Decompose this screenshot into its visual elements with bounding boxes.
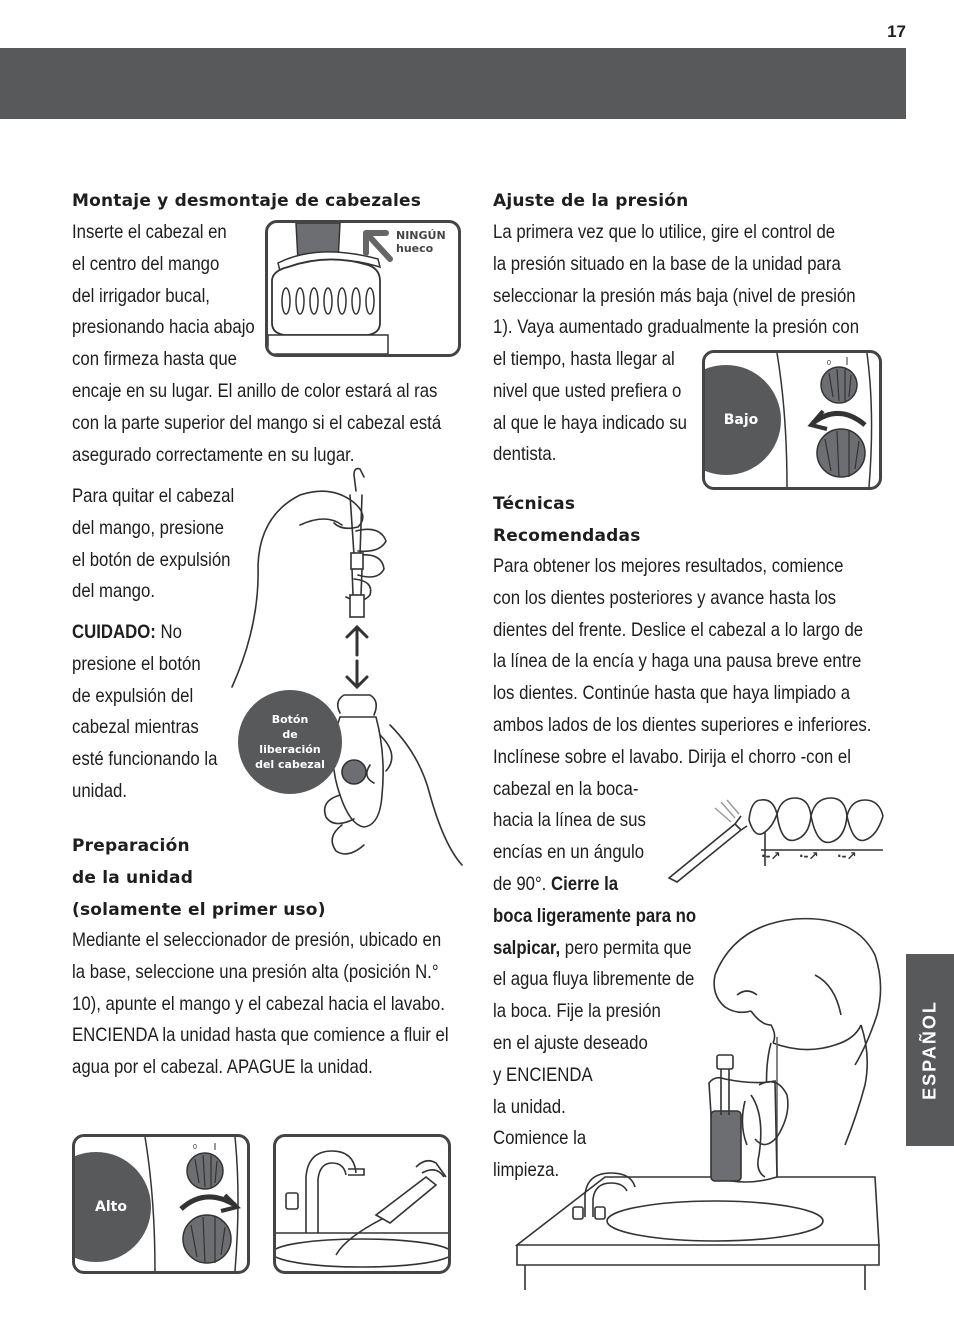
- text-line: el agua fluya libremente de: [493, 968, 695, 991]
- badge-line: de: [282, 728, 298, 741]
- text-line: Mediante el seleccionador de presión, ubicado en: [72, 929, 442, 951]
- svg-text:0: 0: [827, 360, 831, 367]
- text-line: la base, seleccione una presión alta (posición N.°: [72, 960, 439, 983]
- header-bar: [0, 48, 906, 119]
- text-line: y ENCIENDA: [493, 1063, 593, 1086]
- caution-first: No: [155, 621, 182, 643]
- text-line: presione el botón: [72, 652, 201, 675]
- text-line: el tiempo, hasta llegar al: [493, 348, 675, 370]
- text-line: hacia la línea de sus: [493, 809, 646, 832]
- low-badge: Bajo: [702, 365, 781, 475]
- no-gap-label-1: NINGÚN: [396, 229, 446, 242]
- text-line: 10), apunte el mango y el cabezal hacia el lavabo.: [72, 992, 445, 1015]
- svg-text:·-↗: ·-↗: [761, 849, 781, 863]
- title-line: Recomendadas: [493, 526, 641, 546]
- bold-salpicar: salpicar,: [493, 936, 561, 959]
- knob-icon: [817, 429, 865, 477]
- text-line: presionando hacia abajo: [72, 316, 255, 339]
- text-line: cabezal en la boca-: [493, 777, 639, 800]
- no-gap-label-2: hueco: [396, 242, 434, 255]
- text-line: la boca. Fije la presión: [493, 1000, 661, 1023]
- figure-dial-high: [72, 1134, 250, 1274]
- text-line: al que le haya indicado su: [493, 411, 687, 434]
- text-line: dentista.: [493, 443, 557, 466]
- text-line: [72, 617, 217, 649]
- text-line: Inserte el cabezal en: [72, 221, 227, 243]
- text-line: esté funcionando la: [72, 748, 218, 771]
- arrow-icon: [366, 233, 390, 259]
- text-line: la línea de la encía y haga una pausa breve entre: [493, 650, 862, 673]
- text-line: de expulsión del: [72, 684, 194, 707]
- text-line: con firmeza hasta que: [72, 348, 237, 371]
- release-button-badge: [238, 690, 342, 794]
- text-line: Comience la: [493, 1127, 587, 1150]
- knob-icon: [187, 1153, 223, 1189]
- page-number: 17: [887, 22, 906, 41]
- flow-arrows-icon: [761, 849, 857, 863]
- text-line: del irrigador bucal,: [72, 284, 210, 307]
- faucet-illustration: [276, 1137, 448, 1271]
- badge-line: liberación: [259, 743, 321, 756]
- title-line: (solamente el primer uso): [72, 900, 326, 920]
- text-line: unidad.: [72, 779, 128, 802]
- figure-handle-insert: [265, 220, 461, 357]
- text-block-montaje-b: [72, 376, 501, 471]
- woman-sink-illustration: [515, 915, 885, 1290]
- text-line: los dientes. Continúe hasta que haya limpiado a: [493, 682, 851, 705]
- badge-line: del cabezal: [255, 758, 325, 771]
- bold-cierre: Cierre la: [550, 872, 619, 895]
- figure-faucet-test: [273, 1134, 451, 1274]
- text-line: agua por el cabezal. APAGUE la unidad.: [72, 1056, 373, 1079]
- bold-line: boca ligeramente para no: [493, 904, 697, 927]
- text-line: Para quitar el cabezal: [72, 485, 235, 507]
- text-block-presion-b: [493, 344, 719, 471]
- text-line: limpieza.: [493, 1159, 560, 1182]
- section-title-preparacion: [72, 830, 326, 926]
- text-line: con la parte superior del mango si el cabezal está: [72, 411, 442, 434]
- text-line: nivel que usted prefiera o: [493, 379, 682, 402]
- text-line: el botón de expulsión: [72, 548, 231, 571]
- text-block-preparacion: [72, 925, 510, 1084]
- text-rest: pero permita que: [560, 936, 692, 959]
- knob-icon: [183, 1215, 231, 1263]
- text-90: de 90°.: [493, 872, 551, 895]
- text-line: asegurado correctamente en su lugar.: [72, 443, 355, 466]
- high-badge: Alto: [72, 1152, 151, 1262]
- badge-line: Botón: [271, 713, 309, 726]
- text-line: seleccionar la presión más baja (nivel de presión: [493, 284, 856, 307]
- section-title-montaje: Montaje y desmontaje de cabezales: [72, 191, 422, 211]
- teeth-illustration: [665, 790, 885, 885]
- figure-teeth: [665, 790, 885, 885]
- text-line: Inclínese sobre el lavabo. Dirija el chorro -con el: [493, 745, 851, 768]
- text-line: la presión situado en la base de la unidad para: [493, 252, 841, 275]
- text-line: el centro del mango: [72, 252, 220, 275]
- text-line: dientes del frente. Deslice el cabezal a lo largo de: [493, 618, 864, 641]
- text-block-presion-a: [493, 217, 919, 344]
- section-title-presion: Ajuste de la presión: [493, 191, 689, 211]
- knob-icon: [821, 367, 857, 403]
- figure-remove-tip: [230, 465, 465, 875]
- text-line: ambos lados de los dientes superiores e inferiores.: [493, 713, 872, 736]
- text-line: La primera vez que lo utilice, gire el control de: [493, 221, 836, 243]
- text-line: del mango.: [72, 580, 155, 603]
- remove-tip-illustration: [230, 465, 465, 875]
- text-line: con los dientes posteriores y avance hasta los: [493, 586, 837, 609]
- svg-text:·-↗: ·-↗: [799, 849, 819, 863]
- caution-label: CUIDADO:: [72, 621, 156, 643]
- text-line: ENCIENDA la unidad hasta que comience a fluir el: [72, 1024, 449, 1047]
- svg-text:·-↗: ·-↗: [837, 849, 857, 863]
- text-block-montaje-a: [72, 217, 285, 376]
- svg-text:0: 0: [193, 1144, 197, 1151]
- title-line: Preparación: [72, 836, 190, 856]
- text-block-caution: [72, 617, 241, 808]
- title-line: de la unidad: [72, 868, 194, 888]
- text-line: en el ajuste deseado: [493, 1031, 648, 1054]
- text-line: 1). Vaya aumentado gradualmente la presión con: [493, 316, 860, 339]
- language-tab-label: ESPAÑOL: [919, 1000, 940, 1100]
- text-line: encaje en su lugar. El anillo de color estará al ras: [72, 380, 438, 402]
- text-line: del mango, presione: [72, 516, 224, 539]
- title-line: Técnicas: [493, 494, 576, 514]
- figure-woman-sink: [515, 915, 885, 1290]
- text-line: la unidad.: [493, 1095, 566, 1118]
- figure-dial-low: [702, 350, 882, 490]
- text-line: Para obtener los mejores resultados, comience: [493, 555, 844, 577]
- section-title-tecnicas: [493, 488, 641, 552]
- text-line: encías en un ángulo: [493, 841, 645, 864]
- text-line: cabezal mientras: [72, 716, 199, 739]
